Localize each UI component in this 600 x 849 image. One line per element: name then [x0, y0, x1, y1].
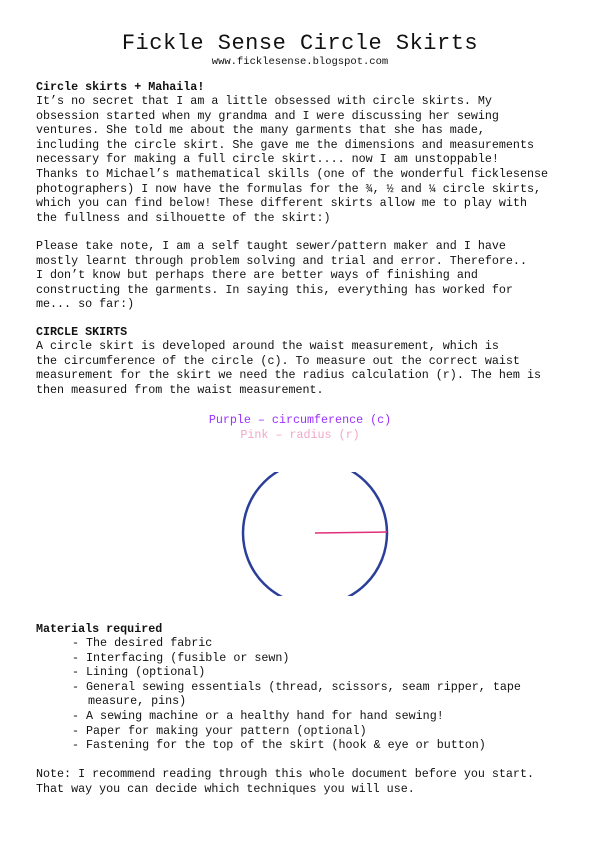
- intro-paragraph-2: Please take note, I am a self taught sewer/pattern maker and I have mostly learnt through problem solving and trial and error. Therefore.. I don’t know but perhaps there are better ways of finishing and constructing the garments. In saying this, everything has worked for me... so far:): [36, 239, 527, 312]
- list-item: - Interfacing (fusible or sewn): [72, 651, 572, 666]
- legend-circumference: Purple – circumference (c): [208, 413, 392, 427]
- circle-skirts-paragraph: A circle skirt is developed around the waist measurement, which is the circumference of the circle (c). To measure out the correct waist measurement for the skirt we need the radius calculation (r). The hem is then measured from the waist measurement.: [36, 339, 541, 397]
- list-item: - The desired fabric: [72, 636, 572, 651]
- circle-skirts-heading: CIRCLE SKIRTS: [36, 325, 128, 339]
- page-title: Fickle Sense Circle Skirts: [121, 31, 479, 56]
- blog-url: www.ficklesense.blogspot.com: [211, 56, 389, 68]
- list-item: - Fastening for the top of the skirt (hook & eye or button): [72, 738, 572, 753]
- circle-diagram: [238, 472, 394, 596]
- note-paragraph: Note: I recommend reading through this whole document before you start. That way you can decide which techniques you will use.: [36, 767, 534, 796]
- radius-line: [315, 532, 387, 533]
- materials-list: [72, 636, 572, 753]
- list-item: - Lining (optional): [72, 665, 572, 680]
- list-item: - A sewing machine or a healthy hand for hand sewing!: [72, 709, 572, 724]
- list-item: - General sewing essentials (thread, scissors, seam ripper, tape measure, pins): [72, 680, 572, 709]
- list-item: - Paper for making your pattern (optional): [72, 724, 572, 739]
- intro-paragraph-1: It’s no secret that I am a little obsessed with circle skirts. My obsession started when my grandma and I were discussing her sewing ventures. She told me about the many garments that she has made, including the circle skirt. She gave me the dimensions and measurements necessary for making a full circle skirt.... now I am unstoppable! Thanks to Michael’s mathematical skills (one of the wonderful ficklesense photographers) I now have the formulas for the ¾, ½ and ¼ circle skirts, which you can find below! These different skirts allow me to play with the fullness and silhouette of the skirt:): [36, 94, 548, 225]
- materials-heading: Materials required: [36, 622, 163, 636]
- circumference-circle: [243, 472, 387, 596]
- intro-heading: Circle skirts + Mahaila!: [36, 80, 205, 94]
- legend-radius: Pink – radius (r): [240, 428, 360, 442]
